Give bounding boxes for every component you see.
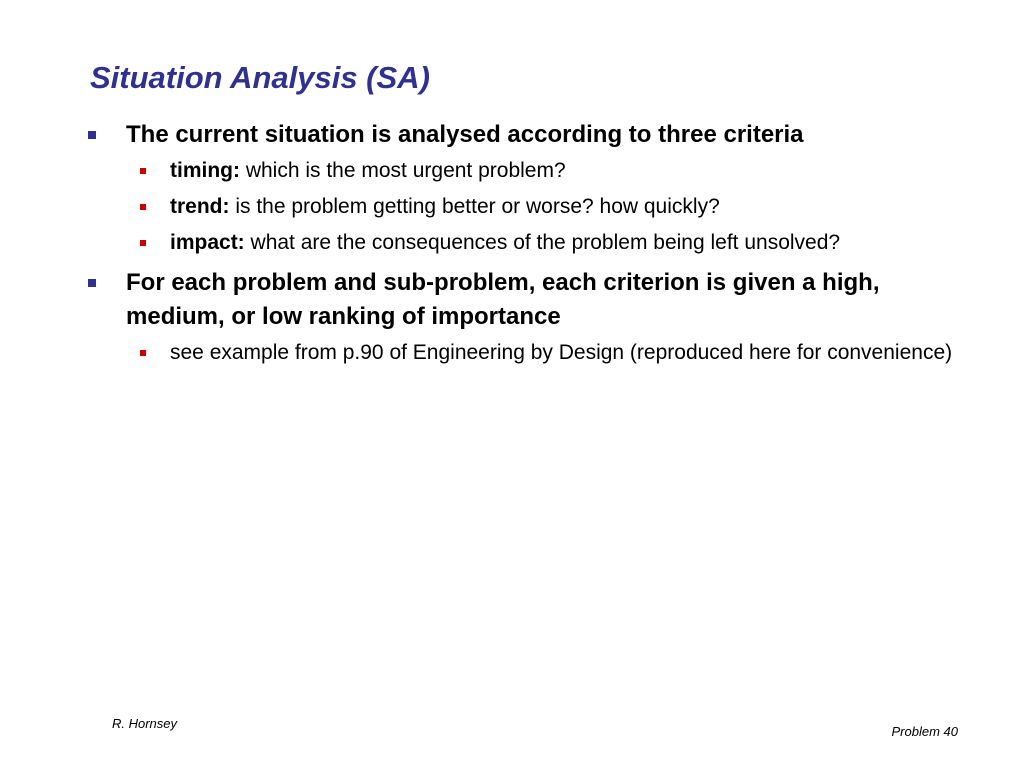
slide-title: Situation Analysis (SA)	[90, 60, 430, 95]
square-bullet-icon	[140, 168, 146, 174]
square-bullet-icon	[140, 350, 146, 356]
bullet-text: which is the most urgent problem?	[239, 159, 566, 182]
footer-page-label: Problem 40	[891, 724, 958, 739]
bullet-level2	[88, 228, 978, 258]
bullet-level2	[88, 156, 978, 186]
bullet-level2	[88, 192, 978, 222]
square-bullet-icon	[140, 204, 146, 210]
square-bullet-icon	[88, 279, 96, 287]
square-bullet-icon	[88, 131, 96, 139]
bullet-term: impact:	[170, 231, 245, 254]
bullet-text: For each problem and sub-problem, each criterion is given a high, medium, or low ranking of importance	[126, 269, 880, 330]
bullet-text: what are the consequences of the problem being left unsolved?	[244, 231, 841, 254]
bullet-text: The current situation is analysed according to three criteria	[126, 121, 804, 148]
footer-author: R. Hornsey	[112, 716, 178, 731]
bullet-level1	[88, 266, 978, 334]
bullet-term: trend:	[170, 195, 230, 218]
bullet-level2	[88, 338, 978, 368]
bullet-text: see example from p.90 of Engineering by Design (reproduced here for convenience)	[170, 341, 953, 364]
bullet-term: timing:	[170, 159, 240, 182]
bullet-level1	[88, 118, 978, 152]
bullet-text: is the problem getting better or worse? how quickly?	[229, 195, 720, 218]
square-bullet-icon	[140, 240, 146, 246]
slide-body	[88, 118, 978, 374]
